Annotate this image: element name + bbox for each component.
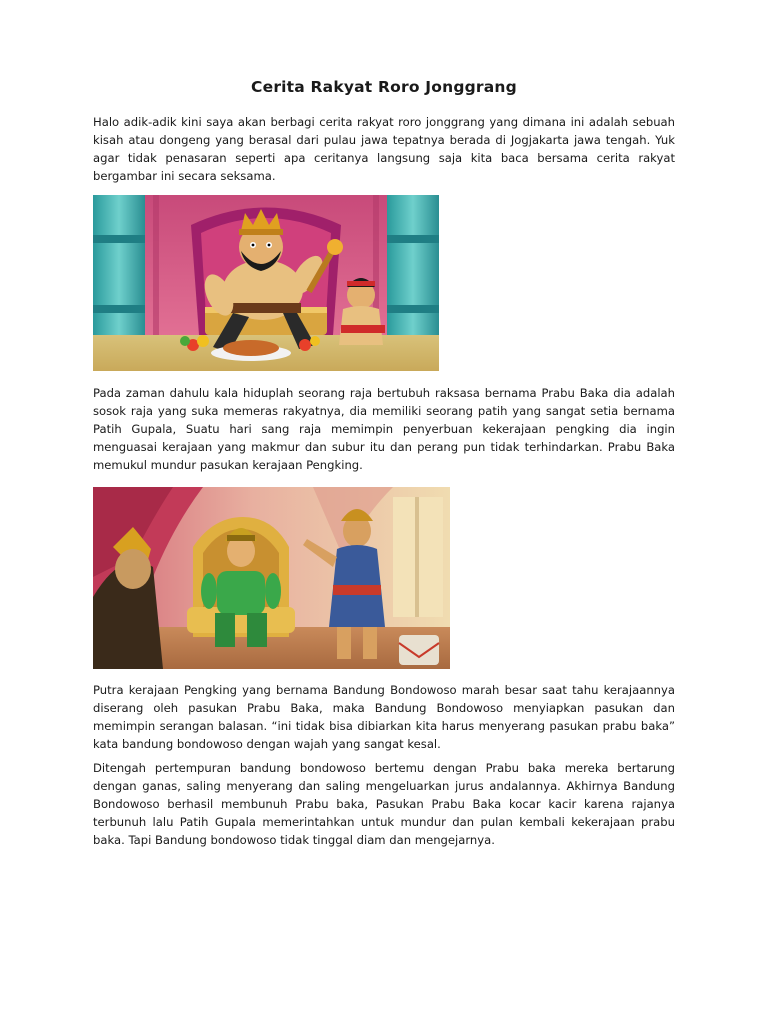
- page-title: Cerita Rakyat Roro Jonggrang: [251, 78, 517, 96]
- document-page: [93, 78, 675, 849]
- illustration-prabu-baka-throne: [93, 195, 439, 371]
- illustration-bandung-bondowoso-palace: [93, 487, 450, 669]
- paragraph-bandung-bondowoso: Putra kerajaan Pengking yang bernama Bandung Bondowoso marah besar saat tahu kerajaannya diserang oleh pasukan Prabu Baka, maka Bandung Bondowoso menyiapkan pasukan dan memimpin serangan balasan. “ini tidak bisa dibiarkan kita harus menyerang pasukan prabu baka” kata bandung bondowoso dengan wajah yang sangat kesal.: [93, 683, 675, 751]
- paragraph-intro: Halo adik-adik kini saya akan berbagi cerita rakyat roro jonggrang yang dimana ini adalah sebuah kisah atau dongeng yang berasal dari pulau jawa tepatnya berada di Jogjakarta jawa tengah. Yuk agar tidak penasaran seperti apa ceritanya langsung saja kita baca bersama cerita rakyat bergambar ini secara seksama.: [93, 115, 675, 183]
- paragraph-prabu-baka: Pada zaman dahulu kala hiduplah seorang raja bertubuh raksasa bernama Prabu Baka dia adalah sosok raja yang suka memeras rakyatnya, dia memiliki seorang patih yang sangat setia bernama Patih Gupala, Suatu hari sang raja memimpin penyerbuan kekerajaan pengking dia ingin menguasai kerajaan yang makmur dan subur itu dan perang pun tidak terhindarkan. Prabu Baka memukul mundur pasukan kerajaan Pengking.: [93, 386, 675, 472]
- paragraph-battle: Ditengah pertempuran bandung bondowoso bertemu dengan Prabu baka mereka bertarung dengan ganas, saling menyerang dan saling mengeluarkan jurus andalannya. Akhirnya Bandung Bondowoso berhasil membunuh Prabu baka, Pasukan Prabu Baka kocar kacir karena rajanya terbunuh lalu Patih Gupala memerintahkan untuk mundur dan pulan kembali kekerajaan prabu baka. Tapi Bandung bondowoso tidak tinggal diam dan mengejarnya.: [93, 761, 675, 847]
